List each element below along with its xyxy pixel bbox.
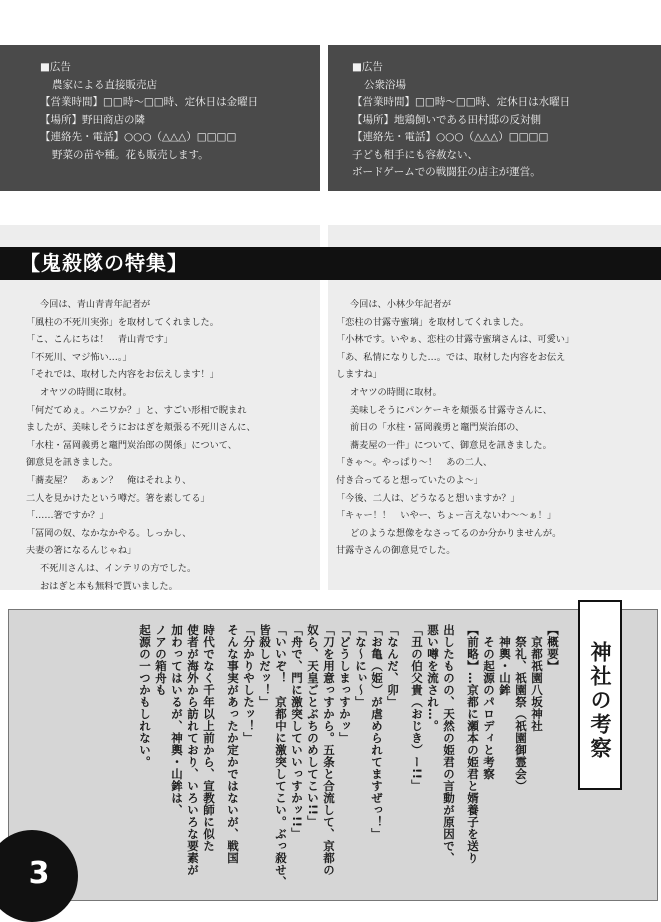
text-line: 出したものの、天然の姫君の言動が原因で、 bbox=[442, 624, 456, 864]
ad-left bbox=[0, 45, 320, 191]
text-line: 「……箸ですか？」 bbox=[26, 510, 109, 522]
text-line: しますね」 bbox=[336, 369, 382, 381]
text-line: 【概要】 bbox=[546, 624, 560, 672]
text-line: 「今後、二人は、どうなると想いますか？」 bbox=[336, 492, 520, 504]
feature-column-right bbox=[336, 296, 654, 560]
text-line: 夫妻の箸になるんじゃね」 bbox=[26, 545, 137, 557]
ad-left-line: ■広告 bbox=[40, 61, 71, 73]
text-line: 「いいぞ！ 京都中に激突してこい。ぶっ殺せ、 bbox=[274, 624, 288, 888]
text-line: 「こ、こんにちは！ 青山青です」 bbox=[26, 334, 173, 346]
text-line: オヤツの時間に取材。 bbox=[40, 386, 132, 398]
ad-right-line: 【営業時間】□□時～□□時、定休日は水曜日 bbox=[352, 96, 571, 108]
text-line: 加わってはいるが、神輿・山鉾は、 bbox=[170, 624, 184, 816]
page-number: 3 bbox=[0, 830, 78, 922]
text-line: 二人を見かけたという噂だ。箸を素してる」 bbox=[26, 492, 210, 504]
text-line: 使者が海外から訪れており、いろいろな要素が bbox=[186, 624, 200, 876]
text-line: 「丑の伯父貴（おじき）ー!!」 bbox=[410, 624, 424, 792]
text-line: 蕎麦屋の一件」について、御意見を訊きました。 bbox=[350, 439, 552, 451]
ad-left-line: 【場所】野田商店の隣 bbox=[40, 113, 145, 126]
text-line: 「水柱・冨岡義勇と竈門炭治郎の関係」について、 bbox=[26, 439, 237, 451]
text-line: 起源の一つかもしれない。 bbox=[138, 624, 152, 768]
text-line: 「恋柱の甘露寺蜜璃」を取材してくれました。 bbox=[336, 316, 529, 328]
text-line: 奴ら、天皇ごとぶちのめしてこい!!」 bbox=[306, 624, 320, 828]
ad-left-line: 【営業時間】□□時～□□時、定休日は金曜日 bbox=[40, 96, 259, 108]
ad-right-line: 【連絡先・電話】○○○（△△△）□□□□ bbox=[352, 131, 549, 143]
text-line: ましたが、美味しそうにおはぎを頬張る不死川さんに、 bbox=[26, 422, 256, 434]
feature-title: 【鬼殺隊の特集】 bbox=[0, 247, 661, 280]
text-line: 「冨岡の奴、なかなかやる。しっかし、 bbox=[26, 527, 192, 539]
text-line: どのような想像をなさってるのか分かりませんが。 bbox=[350, 527, 562, 539]
ad-right-line: ボードゲームでの戦闘狂の店主が運営。 bbox=[352, 166, 541, 178]
text-line: 「蕎麦屋？ あぁン？ 俺はそれより、 bbox=[26, 474, 192, 486]
text-line: 「舟で、門に激突していいっすかッ!!」 bbox=[290, 624, 304, 840]
text-line: 美味しそうにパンケーキを頬張る甘露寺さんに、 bbox=[350, 404, 552, 416]
shrine-title: 神社の考察 bbox=[578, 600, 622, 790]
text-line: 「な～にぃ～」 bbox=[354, 624, 368, 708]
text-line: 「風柱の不死川実弥」を取材してくれました。 bbox=[26, 316, 219, 328]
text-line: 京都祇園八坂神社 bbox=[530, 636, 544, 732]
text-line: 神輿・山鉾 bbox=[498, 636, 512, 696]
ad-right-line: 【場所】地鶏飼いである田村邸の反対側 bbox=[352, 113, 541, 126]
text-line: 皆殺しだッ！」 bbox=[258, 624, 272, 708]
ad-right-line: ■広告 bbox=[352, 61, 383, 73]
text-line: 「きゃ～。やっぱり～！ あの二人、 bbox=[336, 457, 493, 469]
text-line: 付き合ってると想っていたのよ～」 bbox=[336, 474, 483, 486]
text-line: 「小林です。いやぁ、恋柱の甘露寺蜜璃さんは、可愛い」 bbox=[336, 334, 575, 346]
text-line: 不死川さんは、インテリの方でした。 bbox=[40, 562, 197, 574]
text-line: オヤツの時間に取材。 bbox=[350, 386, 442, 398]
ad-right-line: 子ども相手にも容赦ない、 bbox=[352, 148, 478, 161]
text-line: 「刀を用意っすから。五条と合流して、京都の bbox=[322, 624, 336, 876]
text-line: 「あ、私情になりした…。では、取材した内容をお伝え bbox=[336, 351, 566, 363]
text-line: 前日の「水柱・冨岡義勇と竈門炭治郎の、 bbox=[350, 422, 525, 434]
text-line: 【前略】…京都に瀬本の姫君と婿養子を送り bbox=[466, 624, 480, 864]
ad-left-line: 【連絡先・電話】○○○（△△△）□□□□ bbox=[40, 131, 237, 143]
text-line: 「それでは、取材した内容をお伝えします！」 bbox=[26, 369, 219, 381]
text-line: 御意見を訊きました。 bbox=[26, 457, 118, 469]
text-line: おはぎと本も無料で貰いました。 bbox=[40, 580, 178, 592]
text-line: そんな事実があったか定かではないが、戦国 bbox=[226, 624, 240, 864]
text-line: 「どうしまっすかッ」 bbox=[338, 624, 352, 744]
text-line: 「キャー！！ いやー、ちょー言えないわ～～ぁ！」 bbox=[336, 510, 557, 522]
feature-column-left bbox=[26, 296, 316, 595]
text-line: 今回は、小林少年記者が bbox=[350, 299, 452, 310]
ad-right bbox=[328, 45, 661, 191]
text-line: 「何だてめぇ。ハニワか？」と、すごい形相で睨まれ bbox=[26, 404, 247, 416]
text-line: 「なんだ、卯」 bbox=[386, 624, 400, 708]
text-line: 「不死川、マジ怖い…。」 bbox=[26, 351, 132, 363]
text-line: 「分かりやしたッ！」 bbox=[242, 624, 256, 744]
text-line: その起源のパロディと考察 bbox=[482, 636, 496, 780]
ad-left-line: 野菜の苗や種。花も販売します。 bbox=[52, 148, 209, 161]
text-line: 「お亀（姫）が虐められてますぜっ！」 bbox=[370, 624, 384, 840]
text-line: 祭礼、祇園祭（祇園御霊会） bbox=[514, 636, 528, 792]
ad-left-line: 農家による直接販売店 bbox=[52, 78, 157, 91]
text-line: 時代でなく千年以上前から、宣教師に似た bbox=[202, 624, 216, 852]
text-line: 甘露寺さんの御意見でした。 bbox=[336, 545, 456, 557]
shrine-text bbox=[137, 624, 561, 894]
text-line: ノアの箱舟も bbox=[154, 624, 168, 696]
ad-right-line: 公衆浴場 bbox=[364, 78, 406, 91]
text-line: 悪い噂を流され…。 bbox=[426, 624, 440, 732]
text-line: 今回は、青山青青年記者が bbox=[40, 299, 151, 310]
